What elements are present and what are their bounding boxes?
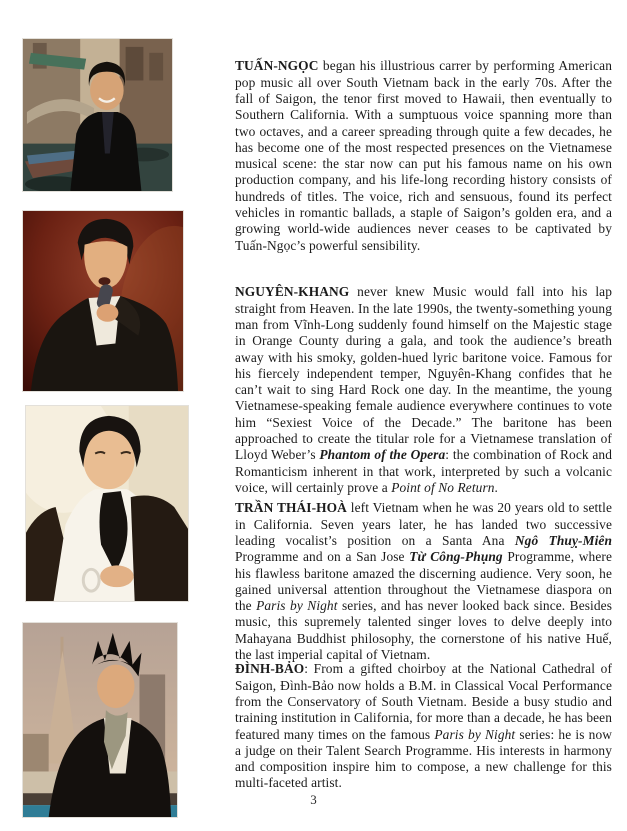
bio-text: series, and has never looked back since. Besides music, this supremely talented singer loves to delve deeply into Mahayana Buddhist philosophy, the cornerstone of his native Huế, the last imperial capital of Vietnam. — [235, 598, 613, 663]
photo-tuan-ngoc — [22, 38, 173, 192]
bio-text: . — [494, 479, 498, 495]
bio-text: Paris by Night — [434, 726, 516, 742]
bio-text: Ngô Thuỵ-Miên — [514, 532, 612, 548]
bio-text: : the combination of Rock and Romanticism inherent in that work, interpreted by such a volcanic voice, will certainly prove a — [235, 447, 612, 495]
bio-text: Từ Công-Phụng — [409, 549, 503, 565]
city-skyline-portrait — [23, 623, 177, 817]
venice-canal-portrait — [23, 39, 172, 191]
bio-text: series: he is now a judge on their Talent Search Programme. His interests in harmony and composition inspire him to compose, a new challenge for this multi-faceted artist. — [235, 726, 613, 791]
bio-tran-thai-hoa — [235, 500, 612, 663]
bio-text: began his illustrious carrer by performing American pop music all over South Vietnam back in the early 70s. After the fall of Saigon, the tenor first moved to Hawaii, then eventually to Southern California. With a sumptuous voice spanning more than two octaves, and a career spreading through quite a few decades, he has become one of the most respected presences on the Vietnamese musical scene: the star now can put his famous name on his own production company, and his life-long recording history consists of hundreds of titles. The voice, rich and sensuous, found its perfect vehicles in romantic ballads, a staple of Saigon’s golden era, and a growing world-wide audiences never ceases to be captivated by Tuấn-Ngọc’s powerful sensibility. — [235, 58, 612, 253]
bio-name: ĐÌNH-BẢO — [235, 661, 305, 677]
photo-dinh-bao — [22, 622, 178, 818]
bio-name: TRẦN THÁI-HOÀ — [235, 500, 347, 516]
bio-text: Point of No Return — [391, 479, 495, 495]
bio-text: : From a gifted choirboy at the National Cathedral of Saigon, Đình-Bảo now holds a B.M. in Classical Vocal Performance from the Conservatory of South Vietnam. Beside a busy studio and training institution in California, for more than a decade, he has been featured many times on the famous — [235, 661, 612, 742]
singer-with-microphone-portrait — [23, 211, 183, 391]
loosened-tie-portrait — [26, 406, 188, 601]
bio-text: never knew Music would fall into his lap straight from Heaven. In the late 1990s, the twenty-something young man from Vĩnh-Long suddenly found himself on the Majestic stage in Orange County during a gala, and took the audience’s breath away with his smoky, golden-hued lyric baritone voice. Famous for his fiercely independent temper, Nguyên-Khang confides that he can’t wait to sing Hard Rock one day. In the meantime, the young Vietnamese-speaking female audience everywhere continues to vote him “Sexiest Voice of the Decade.” The baritone has been approached to create the titular role for a Vietnamese translation of Lloyd Weber’s — [235, 284, 612, 463]
bio-nguyen-khang — [235, 284, 612, 496]
bio-text: Phantom of the Opera — [319, 447, 446, 463]
bio-tuan-ngoc — [235, 58, 612, 254]
bio-text: Programme and on a San Jose — [235, 549, 410, 565]
bio-dinh-bao — [235, 661, 612, 791]
bio-name: TUẤN-NGỌC — [235, 58, 319, 74]
photo-nguyen-khang — [22, 210, 184, 392]
bio-text: Paris by Night — [256, 598, 338, 614]
bio-text: Programme, where his flawless baritone amazed the discerning audience. Very soon, he gained universal attention throughout the Vietnamese diaspora on the — [235, 549, 612, 614]
bio-text: left Vietnam when he was 20 years old to settle in California. Seven years later, he has landed two successive leading vocalist’s position on a Santa Ana — [235, 500, 612, 548]
photo-tran-thai-hoa — [25, 405, 189, 602]
page-number: 3 — [310, 792, 317, 807]
bio-name: NGUYÊN-KHANG — [235, 284, 350, 300]
